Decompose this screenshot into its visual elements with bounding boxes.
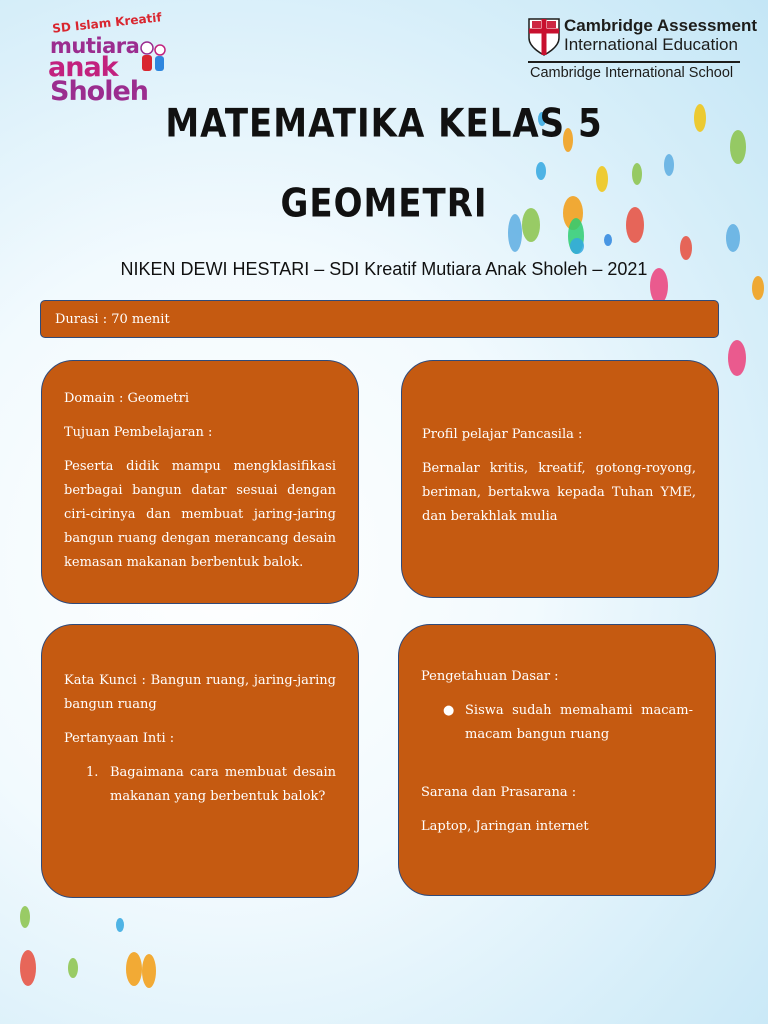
profile-text: Bernalar kritis, kreatif, gotong-royong, beriman, bertakwa kepada Tuhan YME, dan berakhlak mulia <box>422 461 696 524</box>
card-keywords-question <box>41 624 359 898</box>
divider <box>528 61 740 63</box>
keywords-text: Kata Kunci : Bangun ruang, jaring-jaring bangun ruang <box>64 673 336 712</box>
facilities-text: Laptop, Jaringan internet <box>421 819 589 834</box>
school-logo <box>44 10 172 107</box>
author-line: NIKEN DEWI HESTARI – SDI Kreatif Mutiara Anak Sholeh – 2021 <box>120 259 648 279</box>
logo-line-2: anak <box>48 52 118 83</box>
question-text: Bagaimana cara membuat desain makanan yang berbentuk balok? <box>110 765 336 804</box>
card-domain-goal <box>41 360 359 604</box>
page-subtitle: GEOMETRI <box>280 181 488 227</box>
knowledge-bullet: Siswa sudah memahami macam-macam bangun ruang <box>465 703 693 742</box>
logo-line-1: mutiara <box>50 34 140 58</box>
question-number: 1. <box>86 765 99 780</box>
question-label: Pertanyaan Inti : <box>64 731 175 746</box>
duration-bar <box>40 300 719 338</box>
question-list <box>64 761 336 809</box>
goal-text: Peserta didik mampu mengklasifikasi berbagai bangun datar sesuai dengan ciri-cirinya dan membuat jaring-jaring bangun ruang dengan merancang desain kemasan makanan berbentuk balok. <box>64 459 336 570</box>
cambridge-line-2: International Education <box>564 35 738 54</box>
cambridge-line-3: Cambridge International School <box>530 65 734 81</box>
cambridge-shield-icon <box>528 18 560 56</box>
profile-label: Profil pelajar Pancasila : <box>422 427 583 442</box>
bullet-icon: ● <box>443 703 455 718</box>
duration-text: Durasi : 70 menit <box>55 312 170 327</box>
card-knowledge-facilities <box>398 624 716 896</box>
logo-line-3: Sholeh <box>50 76 149 107</box>
domain-text: Domain : Geometri <box>64 391 190 406</box>
card-pancasila-profile <box>401 360 719 598</box>
knowledge-label: Pengetahuan Dasar : <box>421 669 559 684</box>
children-icon <box>138 40 168 80</box>
logo-top-text: SD Islam Kreatif <box>51 10 163 36</box>
cambridge-logo <box>528 16 758 86</box>
knowledge-list <box>421 699 693 747</box>
page-title: MATEMATIKA KELAS 5 <box>165 101 603 147</box>
facilities-label: Sarana dan Prasarana : <box>421 785 577 800</box>
cambridge-line-1: Cambridge Assessment <box>564 16 758 35</box>
goal-label: Tujuan Pembelajaran : <box>64 425 213 440</box>
